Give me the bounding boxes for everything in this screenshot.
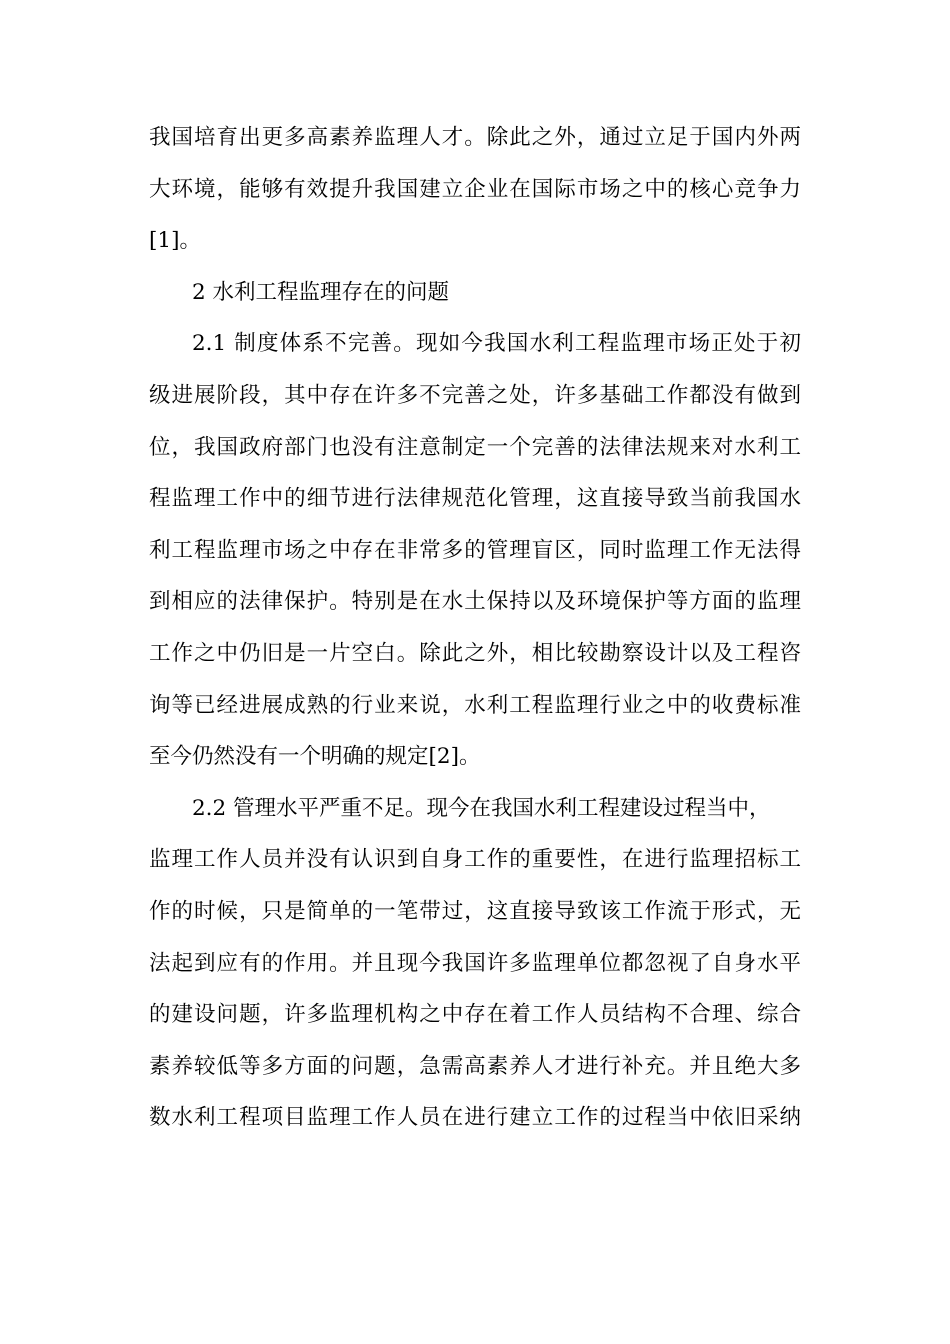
text-line: 位，我国政府部门也没有注意制定一个完善的法律法规来对水利工 (149, 434, 801, 460)
text-line: 我国培育出更多高素养监理人才。除此之外，通过立足于国内外两 (149, 125, 801, 150)
text-line: 利工程监理市场之中存在非常多的管理盲区，同时监理工作无法得 (149, 537, 801, 563)
text-line: 法起到应有的作用。并且现今我国许多监理单位都忽视了自身水平 (149, 950, 801, 976)
text-line: [1]。 (149, 228, 201, 254)
text-line: 至今仍然没有一个明确的规定[2]。 (149, 744, 481, 770)
text-line: 素养较低等多方面的问题，急需高素养人才进行补充。并且绝大多 (149, 1053, 801, 1079)
text-line: 数水利工程项目监理工作人员在进行建立工作的过程当中依旧采纳 (149, 1105, 801, 1131)
text-line: 级进展阶段，其中存在许多不完善之处，许多基础工作都没有做到 (149, 382, 801, 408)
text-line: 监理工作人员并没有认识到自身工作的重要性，在进行监理招标工 (149, 847, 801, 873)
text-line: 的建设问题，许多监理机构之中存在着工作人员结构不合理、综合 (149, 1002, 801, 1028)
text-line: 工作之中仍旧是一片空白。除此之外，相比较勘察设计以及工程咨 (149, 640, 801, 666)
text-line: 2.1 制度体系不完善。现如今我国水利工程监理市场正处于初 (192, 331, 801, 357)
text-line: 2.2 管理水平严重不足。现今在我国水利工程建设过程当中， (192, 795, 771, 821)
text-line: 到相应的法律保护。特别是在水土保持以及环境保护等方面的监理 (149, 589, 801, 615)
text-line: 作的时候，只是简单的一笔带过，这直接导致该工作流于形式，无 (149, 898, 801, 924)
text-line: 询等已经进展成熟的行业来说，水利工程监理行业之中的收费标准 (149, 692, 801, 718)
text-line: 程监理工作中的细节进行法律规范化管理，这直接导致当前我国水 (149, 486, 801, 512)
body-text (149, 112, 801, 1144)
text-line: 大环境，能够有效提升我国建立企业在国际市场之中的核心竞争力 (149, 176, 801, 202)
section-heading: 2 水利工程监理存在的问题 (192, 279, 450, 305)
